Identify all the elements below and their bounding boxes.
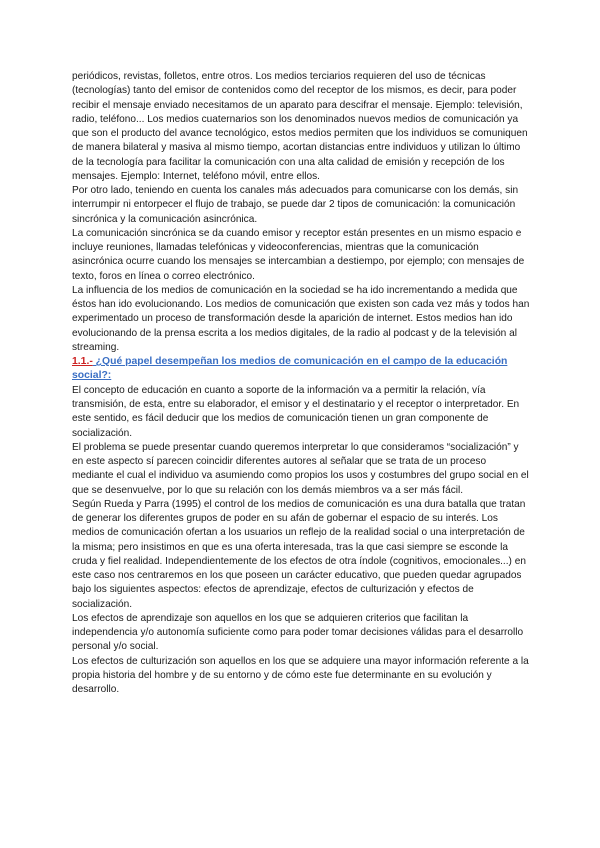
paragraph-media-types: periódicos, revistas, folletos, entre otros. Los medios terciarios requieren del uso de técnicas (tecnologías) tanto del emisor de contenidos como del receptor de los mismos, es decir, para poder recibir el mensaje enviado necesitamos de un aparato para descifrar el mensaje. Ejemplo: televisión, radio, teléfono... Los medios cuaternarios son los denominados nuevos medios de comunicación ya que son el producto del avance tecnológico, estos medios permiten que los individuos se comuniquen de manera bilateral y masiva al mismo tiempo, acortan distancias entre individuos y utilizan lo último de la tecnología para facilitar la comunicación con una alta calidad de emisión y recepción de los mensajes. Ejemplo: Internet, teléfono móvil, entre ellos. (72, 71, 528, 182)
paragraph-media-influence: La influencia de los medios de comunicación en la sociedad se ha ido incrementando a medida que éstos han ido evolucionando. Los medios de comunicación que existen son cada vez más y todos han experimentado un proceso de transformación desde la aparición de internet. Estos medios han ido evolucionando de la prensa escrita a los medios digitales, de la radio al podcast y de la televisión al streaming. (72, 284, 530, 353)
section-title: ¿Qué papel desempeñan los medios de comunicación en el campo de la educación social?: (72, 356, 508, 382)
paragraph-communication-types: Por otro lado, teniendo en cuenta los canales más adecuados para comunicarse con los demás, sin interrumpir ni entorpecer el flujo de trabajo, se puede dar 2 tipos de comunicación: la comunicación sincrónica y la comunicación asincrónica. (72, 185, 519, 225)
document-body (72, 70, 530, 697)
paragraph-socialization: El problema se puede presentar cuando queremos interpretar lo que consideramos “socialización” y en este aspecto sí parecen coincidir diferentes autores al señalar que se trata de un proceso mediante el cual el individuo va asumiendo como propios los usos y costumbres del grupo social en el que se desenvuelve, por lo que su relación con los demás miembros va a ser más fácil. (72, 441, 529, 496)
section-heading[interactable] (72, 355, 530, 384)
paragraph-education-concept: El concepto de educación en cuanto a soporte de la información va a permitir la relación, vía transmisión, de esta, entre su elaborador, el emisor y el destinatario y el receptor o interpretador. En este sentido, es fácil deducir que los medios de comunicación tienen un gran componente de socialización. (72, 384, 520, 439)
paragraph-learning-effects: Los efectos de aprendizaje son aquellos en los que se adquieren criterios que facilitan la independencia y/o autonomía suficiente como para poder tomar decisiones válidas para el desarrollo personal y/o social. (72, 612, 524, 653)
paragraph-culturization-effects: Los efectos de culturización son aquellos en los que se adquiere una mayor información referente a la propia historia del hombre y de su entorno y de cómo este fue determinante en su evolución y desarrollo. (72, 655, 529, 696)
section-number: 1.1.- (72, 356, 93, 367)
paragraph-synchronous-asynchronous: La comunicación sincrónica se da cuando emisor y receptor están presentes en un mismo espacio e incluye reuniones, llamadas telefónicas y videoconferencias, mientras que la comunicación asincrónica ocurre cuando los mensajes se intercambian a destiempo, por ejemplo; con mensajes de texto, foros en línea o correo electrónico. (72, 227, 525, 282)
paragraph-rueda-parra: Según Rueda y Parra (1995) el control de los medios de comunicación es una dura batalla que tratan de generar los diferentes grupos de poder en su afán de gobernar el espacio de su interés. Los medios de comunicación ofertan a los usuarios un reflejo de la realidad social o una interpretación de la misma; pero insistimos en que es una oferta interesada, tras la que casi siempre se esconde la cruda y fiel realidad. Independientemente de los efectos de otra índole (cognitivos, emocionales...) en este caso nos centraremos en los que poseen un carácter educativo, que pueden quedar agrupados bajo los siguientes aspectos: efectos de aprendizaje, efectos de culturización y efectos de socialización. (72, 498, 526, 610)
